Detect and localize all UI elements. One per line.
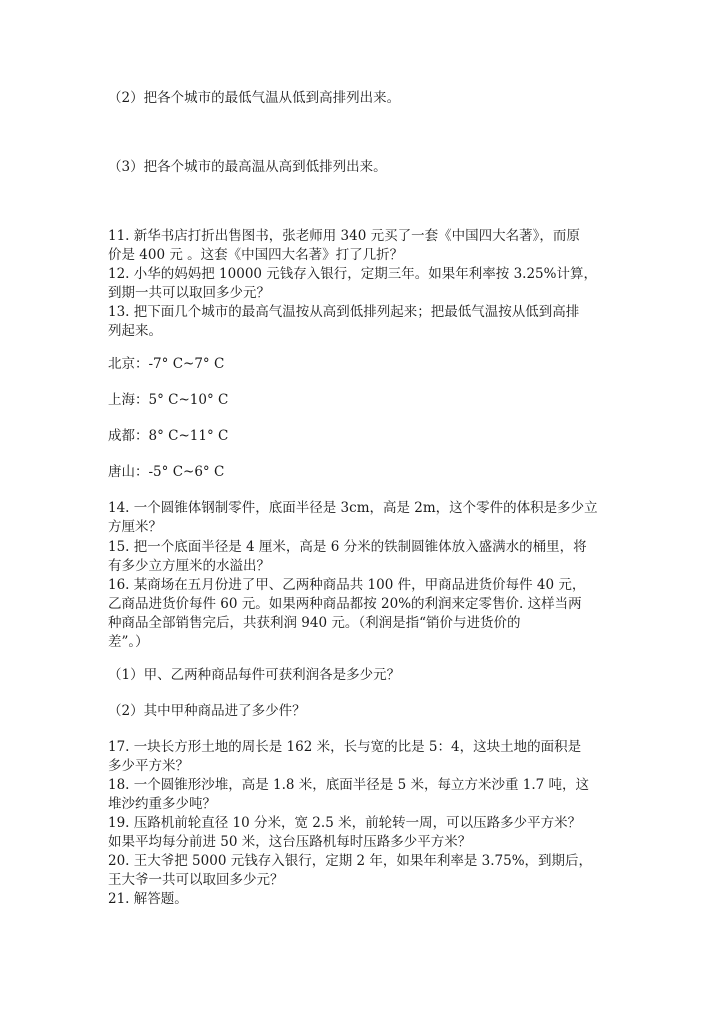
question-15-line-2: 有多少立方厘米的水溢出？ [108, 558, 270, 574]
question-18-line-2: 堆沙约重多少吨？ [108, 796, 216, 812]
question-20-line-2: 王大爷一共可以取回多少元？ [108, 872, 284, 888]
question-16-sub-1: （1）甲、乙两种商品每件可获利润各是多少元？ [108, 667, 401, 683]
city-chengdu-temp: 成都：8° C~11° C [108, 428, 229, 444]
question-16-line-1: 16. 某商场在五月份进了甲、乙两种商品共 100 件，甲商品进货价每件 40 元， [108, 577, 586, 593]
question-18-line-1: 18. 一个圆锥形沙堆，高是 1.8 米，底面半径是 5 米，每立方米沙重 1.7 吨，这 [108, 777, 590, 793]
city-shanghai-temp: 上海：5° C~10° C [108, 392, 229, 408]
question-15-line-1: 15. 把一个底面半径是 4 厘米，高是 6 分米的铁制圆锥体放入盛满水的桶里，将 [108, 539, 587, 555]
question-19-line-1: 19. 压路机前轮直径 10 分米，宽 2.5 米，前轮转一周，可以压路多少平方米？ [108, 815, 582, 831]
question-13-line-1: 13. 把下面几个城市的最高气温按从高到低排列起来；把最低气温按从低到高排 [108, 304, 580, 320]
question-12-line-1: 12. 小华的妈妈把 10000 元钱存入银行，定期三年。如果年利率按 3.25%计算， [108, 266, 597, 282]
question-11-line-1: 11. 新华书店打折出售图书，张老师用 340 元买了一套《中国四大名著》，而原 [108, 228, 580, 244]
question-13-line-2: 列起来。 [108, 323, 162, 339]
question-21-line-1: 21. 解答题。 [108, 891, 188, 907]
question-14-line-2: 方厘米？ [108, 519, 162, 535]
question-20-line-1: 20. 王大爷把 5000 元钱存入银行，定期 2 年，如果年利率是 3.75%，到期后， [108, 853, 593, 869]
question-11-line-2: 价是 400 元 。这套《中国四大名著》打了几折？ [108, 247, 404, 263]
question-16-sub-2: （2）其中甲种商品进了多少件？ [108, 703, 306, 719]
question-12-line-2: 到期一共可以取回多少元？ [108, 285, 270, 301]
question-16-line-2: 乙商品进货价每件 60 元。如果两种商品都按 20%的利润来定零售价. 这样当两 [108, 596, 582, 612]
question-16-line-4: 差”。） [108, 634, 149, 650]
question-17-line-1: 17. 一块长方形土地的周长是 162 米，长与宽的比是 5：4，这块土地的面积是 [108, 739, 582, 755]
question-17-line-2: 多少平方米？ [108, 758, 189, 774]
sub-question-3: （3）把各个城市的最高温从高到低排列出来。 [108, 159, 387, 175]
sub-question-2: （2）把各个城市的最低气温从低到高排列出来。 [108, 90, 401, 106]
city-beijing-temp: 北京：-7° C~7° C [108, 356, 225, 372]
question-19-line-2: 如果平均每分前进 50 米，这台压路机每时压路多少平方米？ [108, 834, 472, 850]
question-16-line-3: 种商品全部销售完后，共获利润 940 元。（利润是指“销价与进货价的 [108, 615, 521, 631]
city-tangshan-temp: 唐山：-5° C~6° C [108, 464, 225, 480]
question-14-line-1: 14. 一个圆锥体钢制零件，底面半径是 3cm，高是 2m，这个零件的体积是多少立 [108, 500, 598, 516]
